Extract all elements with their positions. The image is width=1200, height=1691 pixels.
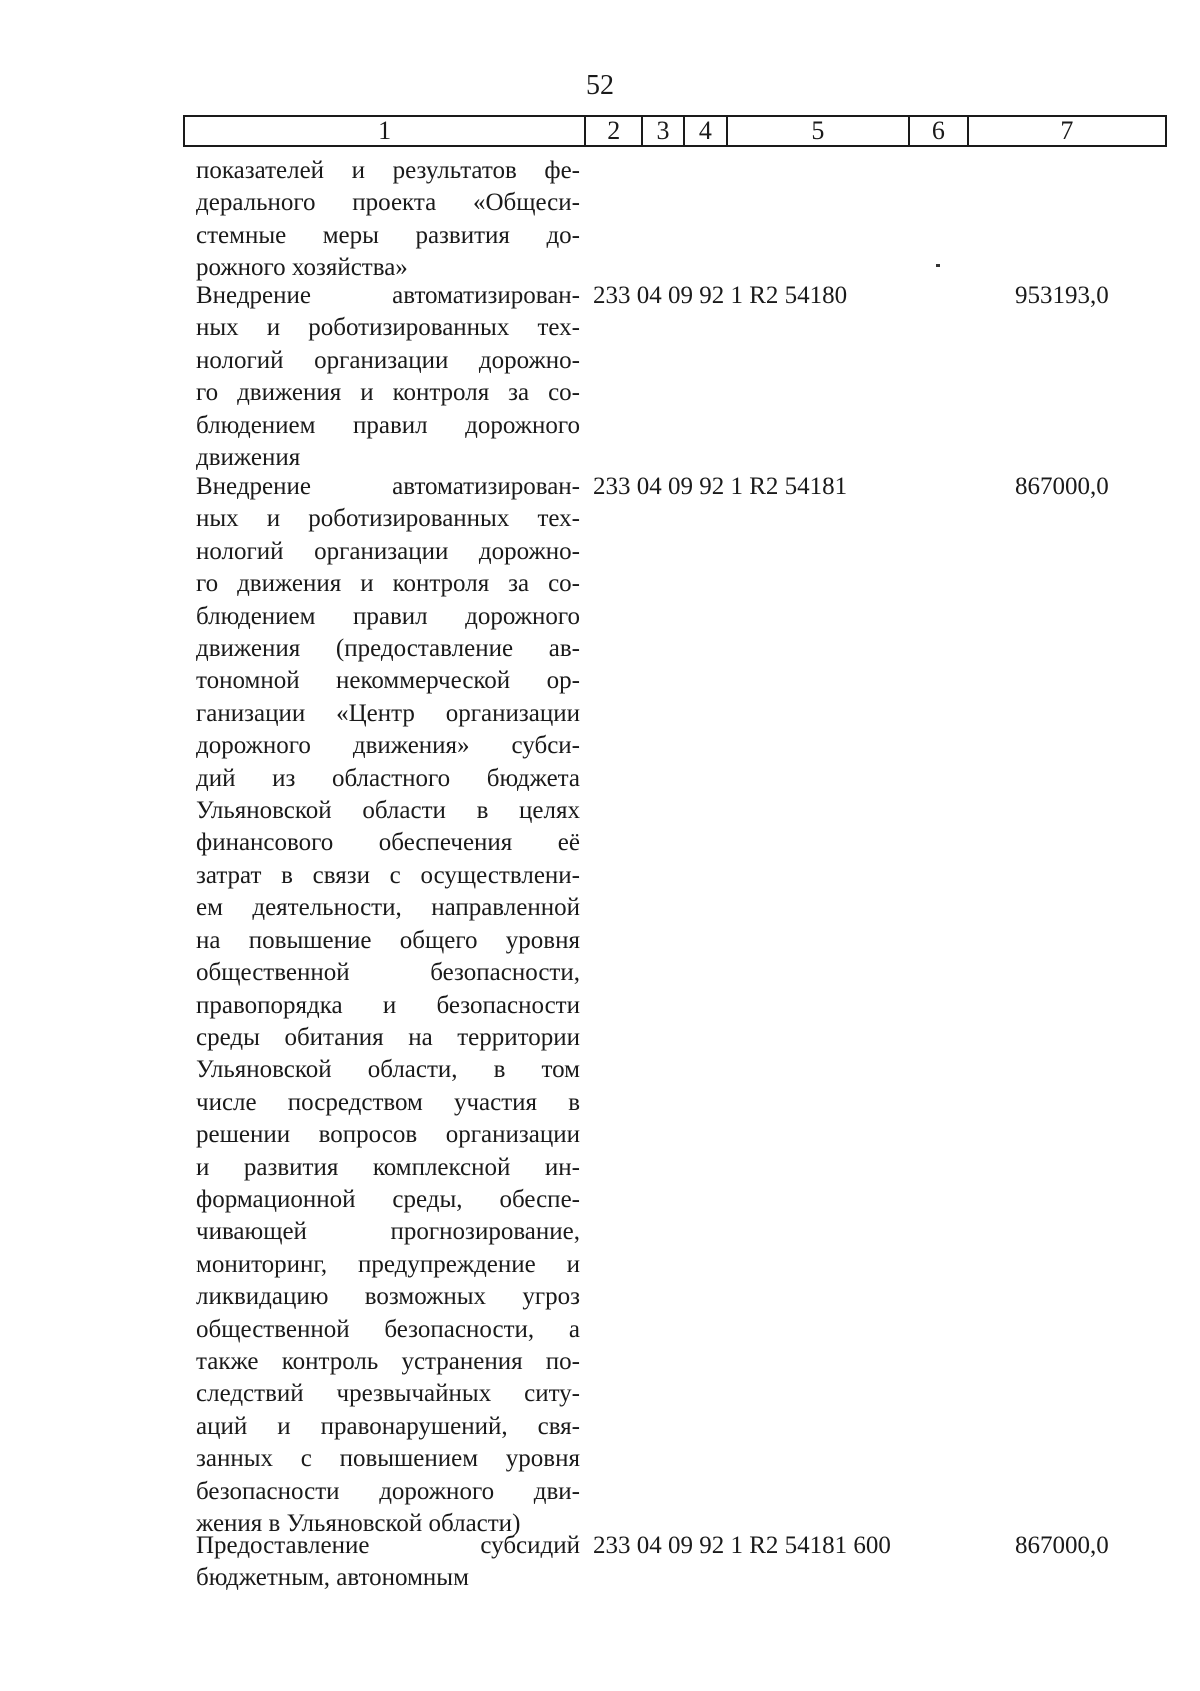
row-amount: 867000,0 [1015, 1532, 1109, 1559]
description-line: мониторинг, предупреждение и [196, 1250, 580, 1278]
description-line: на повышение общего уровня [196, 926, 580, 954]
description-line: формационной среды, обеспе- [196, 1185, 580, 1213]
description-line: дий из областного бюджета [196, 764, 580, 792]
description-line: Ульяновской области в целях [196, 797, 580, 825]
description-line: дерального проекта «Общеси- [196, 189, 580, 217]
page-number: 52 [586, 70, 614, 101]
row-description [196, 155, 580, 285]
header-col-4: 4 [683, 117, 726, 145]
description-line: рожного хозяйства» [196, 254, 408, 282]
description-line: Ульяновской области, в том [196, 1056, 580, 1084]
description-line: дорожного движения» субси- [196, 732, 580, 760]
description-line: ганизации «Центр организации [196, 699, 580, 727]
description-line: нологий организации дорожно- [196, 537, 580, 565]
row-code: 233 04 09 92 1 R2 54181 600 [593, 1532, 891, 1559]
description-line: также контроль устранения по- [196, 1347, 580, 1375]
description-line: го движения и контроля за со- [196, 379, 580, 407]
row-description [196, 1530, 580, 1595]
description-line: правопорядка и безопасности [196, 991, 580, 1019]
description-line: тономной некоммерческой ор- [196, 667, 580, 695]
description-line: жения в Ульяновской области) [196, 1510, 521, 1537]
description-line: стемные меры развития до- [196, 221, 580, 249]
description-line: блюдением правил дорожного [196, 411, 580, 439]
scan-speck [936, 264, 940, 267]
description-line: безопасности дорожного дви- [196, 1477, 580, 1505]
description-line: го движения и контроля за со- [196, 570, 580, 598]
row-amount: 953193,0 [1015, 282, 1109, 309]
description-line: нологий организации дорожно- [196, 346, 580, 374]
description-line: затрат в связи с осуществлени- [196, 861, 580, 889]
header-col-3: 3 [641, 117, 683, 145]
header-col-7: 7 [967, 117, 1165, 145]
description-line: Внедрение автоматизирован- [196, 473, 580, 500]
description-line: решении вопросов организации [196, 1121, 580, 1149]
description-line: ем деятельности, направленной [196, 894, 580, 922]
description-line: бюджетным, автономным [196, 1564, 469, 1592]
description-line: занных с повышением уровня [196, 1445, 580, 1473]
description-line: ликвидацию возможных угроз [196, 1283, 580, 1311]
description-line: общественной безопасности, а [196, 1315, 580, 1343]
table-header [183, 115, 1167, 147]
row-amount: 867000,0 [1015, 473, 1109, 500]
description-line: и развития комплексной ин- [196, 1153, 580, 1181]
description-line: аций и правонарушений, свя- [196, 1412, 580, 1440]
row-code: 233 04 09 92 1 R2 54180 [593, 282, 848, 309]
description-line: движения [196, 444, 301, 472]
header-col-6: 6 [908, 117, 967, 145]
description-line: следствий чрезвычайных ситу- [196, 1380, 580, 1408]
description-line: Предоставление субсидий [196, 1532, 580, 1559]
row-description [196, 471, 580, 1540]
description-line: ных и роботизированных тех- [196, 505, 580, 533]
description-line: среды обитания на территории [196, 1023, 580, 1051]
description-line: финансового обеспечения её [196, 829, 580, 857]
description-line: числе посредством участия в [196, 1088, 580, 1116]
header-col-2: 2 [584, 117, 641, 145]
description-line: общественной безопасности, [196, 959, 580, 987]
description-line: чивающей прогнозирование, [196, 1218, 580, 1246]
description-line: показателей и результатов фе- [196, 157, 580, 184]
description-line: Внедрение автоматизирован- [196, 282, 580, 309]
header-col-1: 1 [378, 116, 392, 145]
description-line: блюдением правил дорожного [196, 602, 580, 630]
description-line: движения (предоставление ав- [196, 635, 580, 663]
header-col-5: 5 [726, 117, 908, 145]
description-line: ных и роботизированных тех- [196, 314, 580, 342]
row-description [196, 280, 580, 474]
row-code: 233 04 09 92 1 R2 54181 [593, 473, 848, 500]
